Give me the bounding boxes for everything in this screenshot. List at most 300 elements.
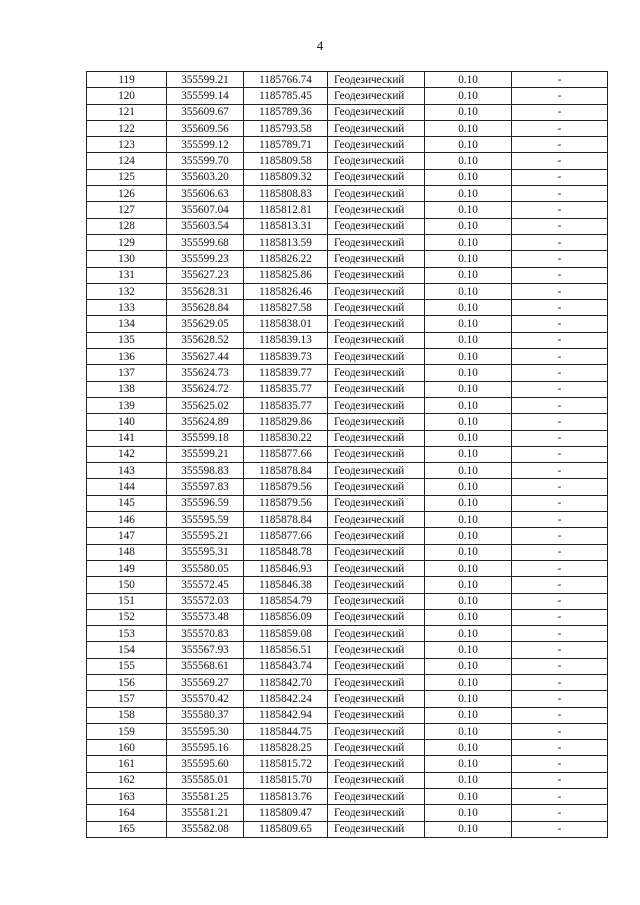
x-coordinate-cell: 355599.70 <box>167 153 244 169</box>
method-cell: Геодезический <box>328 300 425 316</box>
point-number-cell: 159 <box>87 723 167 739</box>
x-coordinate-cell: 355609.56 <box>167 120 244 136</box>
point-number-cell: 132 <box>87 283 167 299</box>
x-coordinate-cell: 355595.30 <box>167 723 244 739</box>
y-coordinate-cell: 1185809.58 <box>244 153 328 169</box>
y-coordinate-cell: 1185839.77 <box>244 365 328 381</box>
y-coordinate-cell: 1185846.38 <box>244 577 328 593</box>
y-coordinate-cell: 1185856.09 <box>244 609 328 625</box>
accuracy-cell: 0.10 <box>425 300 512 316</box>
y-coordinate-cell: 1185835.77 <box>244 397 328 413</box>
table-row <box>87 821 608 837</box>
x-coordinate-cell: 355599.21 <box>167 72 244 88</box>
y-coordinate-cell: 1185854.79 <box>244 593 328 609</box>
point-number-cell: 133 <box>87 300 167 316</box>
page-number: 4 <box>316 38 324 53</box>
x-coordinate-cell: 355585.01 <box>167 772 244 788</box>
method-cell: Геодезический <box>328 169 425 185</box>
table-row <box>87 300 608 316</box>
y-coordinate-cell: 1185809.65 <box>244 821 328 837</box>
method-cell: Геодезический <box>328 234 425 250</box>
x-coordinate-cell: 355580.05 <box>167 560 244 576</box>
table-row <box>87 397 608 413</box>
x-coordinate-cell: 355624.72 <box>167 381 244 397</box>
extra-cell: - <box>512 72 608 88</box>
extra-cell: - <box>512 251 608 267</box>
method-cell: Геодезический <box>328 153 425 169</box>
extra-cell: - <box>512 120 608 136</box>
method-cell: Геодезический <box>328 463 425 479</box>
extra-cell: - <box>512 609 608 625</box>
point-number-cell: 165 <box>87 821 167 837</box>
method-cell: Геодезический <box>328 626 425 642</box>
point-number-cell: 127 <box>87 202 167 218</box>
extra-cell: - <box>512 756 608 772</box>
x-coordinate-cell: 355599.14 <box>167 88 244 104</box>
point-number-cell: 145 <box>87 495 167 511</box>
method-cell: Геодезический <box>328 723 425 739</box>
method-cell: Геодезический <box>328 479 425 495</box>
point-number-cell: 148 <box>87 544 167 560</box>
table-row <box>87 577 608 593</box>
accuracy-cell: 0.10 <box>425 463 512 479</box>
accuracy-cell: 0.10 <box>425 756 512 772</box>
table-row <box>87 381 608 397</box>
method-cell: Геодезический <box>328 283 425 299</box>
table-row <box>87 267 608 283</box>
x-coordinate-cell: 355595.16 <box>167 740 244 756</box>
extra-cell: - <box>512 707 608 723</box>
method-cell: Геодезический <box>328 528 425 544</box>
y-coordinate-cell: 1185815.72 <box>244 756 328 772</box>
extra-cell: - <box>512 495 608 511</box>
point-number-cell: 161 <box>87 756 167 772</box>
method-cell: Геодезический <box>328 430 425 446</box>
y-coordinate-cell: 1185785.45 <box>244 88 328 104</box>
point-number-cell: 149 <box>87 560 167 576</box>
x-coordinate-cell: 355573.48 <box>167 609 244 625</box>
x-coordinate-cell: 355572.03 <box>167 593 244 609</box>
point-number-cell: 164 <box>87 805 167 821</box>
point-number-cell: 160 <box>87 740 167 756</box>
point-number-cell: 152 <box>87 609 167 625</box>
y-coordinate-cell: 1185842.70 <box>244 674 328 690</box>
table-row <box>87 251 608 267</box>
y-coordinate-cell: 1185846.93 <box>244 560 328 576</box>
extra-cell: - <box>512 202 608 218</box>
method-cell: Геодезический <box>328 251 425 267</box>
y-coordinate-cell: 1185793.58 <box>244 120 328 136</box>
accuracy-cell: 0.10 <box>425 120 512 136</box>
extra-cell: - <box>512 642 608 658</box>
y-coordinate-cell: 1185844.75 <box>244 723 328 739</box>
accuracy-cell: 0.10 <box>425 316 512 332</box>
y-coordinate-cell: 1185842.24 <box>244 691 328 707</box>
method-cell: Геодезический <box>328 186 425 202</box>
y-coordinate-cell: 1185878.84 <box>244 512 328 528</box>
accuracy-cell: 0.10 <box>425 609 512 625</box>
extra-cell: - <box>512 740 608 756</box>
table-row <box>87 283 608 299</box>
table-row <box>87 72 608 88</box>
extra-cell: - <box>512 772 608 788</box>
method-cell: Геодезический <box>328 381 425 397</box>
table-row <box>87 88 608 104</box>
method-cell: Геодезический <box>328 674 425 690</box>
accuracy-cell: 0.10 <box>425 446 512 462</box>
table-row <box>87 446 608 462</box>
y-coordinate-cell: 1185879.56 <box>244 479 328 495</box>
point-number-cell: 139 <box>87 397 167 413</box>
x-coordinate-cell: 355599.23 <box>167 251 244 267</box>
y-coordinate-cell: 1185809.47 <box>244 805 328 821</box>
y-coordinate-cell: 1185877.66 <box>244 528 328 544</box>
accuracy-cell: 0.10 <box>425 674 512 690</box>
accuracy-cell: 0.10 <box>425 495 512 511</box>
point-number-cell: 144 <box>87 479 167 495</box>
accuracy-cell: 0.10 <box>425 642 512 658</box>
accuracy-cell: 0.10 <box>425 544 512 560</box>
extra-cell: - <box>512 691 608 707</box>
extra-cell: - <box>512 365 608 381</box>
extra-cell: - <box>512 267 608 283</box>
accuracy-cell: 0.10 <box>425 153 512 169</box>
table-row <box>87 332 608 348</box>
y-coordinate-cell: 1185809.32 <box>244 169 328 185</box>
table-row <box>87 658 608 674</box>
accuracy-cell: 0.10 <box>425 626 512 642</box>
accuracy-cell: 0.10 <box>425 381 512 397</box>
point-number-cell: 147 <box>87 528 167 544</box>
extra-cell: - <box>512 658 608 674</box>
point-number-cell: 162 <box>87 772 167 788</box>
table-row <box>87 626 608 642</box>
point-number-cell: 157 <box>87 691 167 707</box>
accuracy-cell: 0.10 <box>425 430 512 446</box>
extra-cell: - <box>512 577 608 593</box>
point-number-cell: 153 <box>87 626 167 642</box>
y-coordinate-cell: 1185766.74 <box>244 72 328 88</box>
table-row <box>87 202 608 218</box>
x-coordinate-cell: 355570.83 <box>167 626 244 642</box>
method-cell: Геодезический <box>328 332 425 348</box>
method-cell: Геодезический <box>328 104 425 120</box>
table-row <box>87 365 608 381</box>
x-coordinate-cell: 355569.27 <box>167 674 244 690</box>
point-number-cell: 136 <box>87 349 167 365</box>
x-coordinate-cell: 355609.67 <box>167 104 244 120</box>
accuracy-cell: 0.10 <box>425 414 512 430</box>
accuracy-cell: 0.10 <box>425 332 512 348</box>
table-row <box>87 414 608 430</box>
accuracy-cell: 0.10 <box>425 593 512 609</box>
table-row <box>87 120 608 136</box>
accuracy-cell: 0.10 <box>425 234 512 250</box>
y-coordinate-cell: 1185813.59 <box>244 234 328 250</box>
method-cell: Геодезический <box>328 821 425 837</box>
table-row <box>87 723 608 739</box>
y-coordinate-cell: 1185812.81 <box>244 202 328 218</box>
accuracy-cell: 0.10 <box>425 789 512 805</box>
extra-cell: - <box>512 283 608 299</box>
method-cell: Геодезический <box>328 218 425 234</box>
y-coordinate-cell: 1185828.25 <box>244 740 328 756</box>
point-number-cell: 142 <box>87 446 167 462</box>
point-number-cell: 140 <box>87 414 167 430</box>
method-cell: Геодезический <box>328 577 425 593</box>
extra-cell: - <box>512 153 608 169</box>
point-number-cell: 151 <box>87 593 167 609</box>
extra-cell: - <box>512 397 608 413</box>
table-row <box>87 560 608 576</box>
method-cell: Геодезический <box>328 88 425 104</box>
y-coordinate-cell: 1185859.08 <box>244 626 328 642</box>
extra-cell: - <box>512 300 608 316</box>
extra-cell: - <box>512 463 608 479</box>
accuracy-cell: 0.10 <box>425 805 512 821</box>
x-coordinate-cell: 355596.59 <box>167 495 244 511</box>
table-row <box>87 789 608 805</box>
y-coordinate-cell: 1185789.36 <box>244 104 328 120</box>
accuracy-cell: 0.10 <box>425 772 512 788</box>
method-cell: Геодезический <box>328 609 425 625</box>
point-number-cell: 125 <box>87 169 167 185</box>
y-coordinate-cell: 1185830.22 <box>244 430 328 446</box>
table-row <box>87 740 608 756</box>
method-cell: Геодезический <box>328 316 425 332</box>
point-number-cell: 154 <box>87 642 167 658</box>
y-coordinate-cell: 1185843.74 <box>244 658 328 674</box>
method-cell: Геодезический <box>328 349 425 365</box>
point-number-cell: 131 <box>87 267 167 283</box>
method-cell: Геодезический <box>328 365 425 381</box>
table-row <box>87 137 608 153</box>
x-coordinate-cell: 355603.20 <box>167 169 244 185</box>
table-row <box>87 707 608 723</box>
method-cell: Геодезический <box>328 512 425 528</box>
method-cell: Геодезический <box>328 120 425 136</box>
point-number-cell: 163 <box>87 789 167 805</box>
method-cell: Геодезический <box>328 414 425 430</box>
table-row <box>87 169 608 185</box>
extra-cell: - <box>512 430 608 446</box>
accuracy-cell: 0.10 <box>425 251 512 267</box>
x-coordinate-cell: 355629.05 <box>167 316 244 332</box>
x-coordinate-cell: 355595.21 <box>167 528 244 544</box>
y-coordinate-cell: 1185835.77 <box>244 381 328 397</box>
method-cell: Геодезический <box>328 756 425 772</box>
extra-cell: - <box>512 626 608 642</box>
y-coordinate-cell: 1185848.78 <box>244 544 328 560</box>
point-number-cell: 134 <box>87 316 167 332</box>
point-number-cell: 123 <box>87 137 167 153</box>
extra-cell: - <box>512 593 608 609</box>
table-row <box>87 544 608 560</box>
x-coordinate-cell: 355581.25 <box>167 789 244 805</box>
accuracy-cell: 0.10 <box>425 186 512 202</box>
y-coordinate-cell: 1185815.70 <box>244 772 328 788</box>
extra-cell: - <box>512 169 608 185</box>
table-row <box>87 609 608 625</box>
table-row <box>87 104 608 120</box>
accuracy-cell: 0.10 <box>425 723 512 739</box>
extra-cell: - <box>512 414 608 430</box>
accuracy-cell: 0.10 <box>425 528 512 544</box>
x-coordinate-cell: 355628.52 <box>167 332 244 348</box>
method-cell: Геодезический <box>328 691 425 707</box>
point-number-cell: 137 <box>87 365 167 381</box>
method-cell: Геодезический <box>328 805 425 821</box>
x-coordinate-cell: 355599.18 <box>167 430 244 446</box>
y-coordinate-cell: 1185879.56 <box>244 495 328 511</box>
x-coordinate-cell: 355598.83 <box>167 463 244 479</box>
table-row <box>87 153 608 169</box>
x-coordinate-cell: 355624.89 <box>167 414 244 430</box>
table-row <box>87 234 608 250</box>
extra-cell: - <box>512 381 608 397</box>
point-number-cell: 138 <box>87 381 167 397</box>
table-row <box>87 479 608 495</box>
y-coordinate-cell: 1185838.01 <box>244 316 328 332</box>
y-coordinate-cell: 1185813.76 <box>244 789 328 805</box>
point-number-cell: 120 <box>87 88 167 104</box>
method-cell: Геодезический <box>328 560 425 576</box>
table-row <box>87 349 608 365</box>
table-row <box>87 316 608 332</box>
method-cell: Геодезический <box>328 789 425 805</box>
table-row <box>87 186 608 202</box>
method-cell: Геодезический <box>328 707 425 723</box>
accuracy-cell: 0.10 <box>425 218 512 234</box>
accuracy-cell: 0.10 <box>425 365 512 381</box>
accuracy-cell: 0.10 <box>425 267 512 283</box>
point-number-cell: 128 <box>87 218 167 234</box>
point-number-cell: 122 <box>87 120 167 136</box>
extra-cell: - <box>512 186 608 202</box>
table-row <box>87 430 608 446</box>
x-coordinate-cell: 355595.31 <box>167 544 244 560</box>
method-cell: Геодезический <box>328 137 425 153</box>
y-coordinate-cell: 1185826.22 <box>244 251 328 267</box>
accuracy-cell: 0.10 <box>425 512 512 528</box>
extra-cell: - <box>512 528 608 544</box>
accuracy-cell: 0.10 <box>425 104 512 120</box>
extra-cell: - <box>512 789 608 805</box>
method-cell: Геодезический <box>328 397 425 413</box>
extra-cell: - <box>512 104 608 120</box>
point-number-cell: 156 <box>87 674 167 690</box>
table-row <box>87 805 608 821</box>
x-coordinate-cell: 355597.83 <box>167 479 244 495</box>
extra-cell: - <box>512 349 608 365</box>
method-cell: Геодезический <box>328 544 425 560</box>
table-row <box>87 495 608 511</box>
point-number-cell: 121 <box>87 104 167 120</box>
point-number-cell: 158 <box>87 707 167 723</box>
x-coordinate-cell: 355599.12 <box>167 137 244 153</box>
method-cell: Геодезический <box>328 658 425 674</box>
x-coordinate-cell: 355599.21 <box>167 446 244 462</box>
y-coordinate-cell: 1185808.83 <box>244 186 328 202</box>
method-cell: Геодезический <box>328 495 425 511</box>
y-coordinate-cell: 1185829.86 <box>244 414 328 430</box>
x-coordinate-cell: 355567.93 <box>167 642 244 658</box>
point-number-cell: 141 <box>87 430 167 446</box>
extra-cell: - <box>512 316 608 332</box>
extra-cell: - <box>512 805 608 821</box>
table-row <box>87 674 608 690</box>
table-row <box>87 463 608 479</box>
x-coordinate-cell: 355625.02 <box>167 397 244 413</box>
extra-cell: - <box>512 218 608 234</box>
x-coordinate-cell: 355580.37 <box>167 707 244 723</box>
point-number-cell: 143 <box>87 463 167 479</box>
extra-cell: - <box>512 234 608 250</box>
extra-cell: - <box>512 560 608 576</box>
method-cell: Геодезический <box>328 202 425 218</box>
x-coordinate-cell: 355624.73 <box>167 365 244 381</box>
point-number-cell: 119 <box>87 72 167 88</box>
extra-cell: - <box>512 821 608 837</box>
method-cell: Геодезический <box>328 740 425 756</box>
method-cell: Геодезический <box>328 593 425 609</box>
accuracy-cell: 0.10 <box>425 202 512 218</box>
table-row <box>87 218 608 234</box>
table-row <box>87 642 608 658</box>
accuracy-cell: 0.10 <box>425 821 512 837</box>
table-row <box>87 756 608 772</box>
point-number-cell: 135 <box>87 332 167 348</box>
x-coordinate-cell: 355627.23 <box>167 267 244 283</box>
table-row <box>87 528 608 544</box>
method-cell: Геодезический <box>328 72 425 88</box>
y-coordinate-cell: 1185813.31 <box>244 218 328 234</box>
y-coordinate-cell: 1185839.13 <box>244 332 328 348</box>
x-coordinate-cell: 355606.63 <box>167 186 244 202</box>
accuracy-cell: 0.10 <box>425 349 512 365</box>
extra-cell: - <box>512 88 608 104</box>
y-coordinate-cell: 1185856.51 <box>244 642 328 658</box>
x-coordinate-cell: 355595.60 <box>167 756 244 772</box>
x-coordinate-cell: 355582.08 <box>167 821 244 837</box>
y-coordinate-cell: 1185825.86 <box>244 267 328 283</box>
x-coordinate-cell: 355628.31 <box>167 283 244 299</box>
point-number-cell: 130 <box>87 251 167 267</box>
method-cell: Геодезический <box>328 642 425 658</box>
point-number-cell: 150 <box>87 577 167 593</box>
accuracy-cell: 0.10 <box>425 72 512 88</box>
accuracy-cell: 0.10 <box>425 169 512 185</box>
point-number-cell: 129 <box>87 234 167 250</box>
extra-cell: - <box>512 446 608 462</box>
y-coordinate-cell: 1185839.73 <box>244 349 328 365</box>
table-row <box>87 691 608 707</box>
accuracy-cell: 0.10 <box>425 283 512 299</box>
accuracy-cell: 0.10 <box>425 397 512 413</box>
y-coordinate-cell: 1185877.66 <box>244 446 328 462</box>
extra-cell: - <box>512 723 608 739</box>
method-cell: Геодезический <box>328 446 425 462</box>
extra-cell: - <box>512 674 608 690</box>
accuracy-cell: 0.10 <box>425 560 512 576</box>
accuracy-cell: 0.10 <box>425 740 512 756</box>
x-coordinate-cell: 355570.42 <box>167 691 244 707</box>
x-coordinate-cell: 355599.68 <box>167 234 244 250</box>
x-coordinate-cell: 355603.54 <box>167 218 244 234</box>
coordinates-table <box>86 71 608 838</box>
accuracy-cell: 0.10 <box>425 691 512 707</box>
x-coordinate-cell: 355581.21 <box>167 805 244 821</box>
